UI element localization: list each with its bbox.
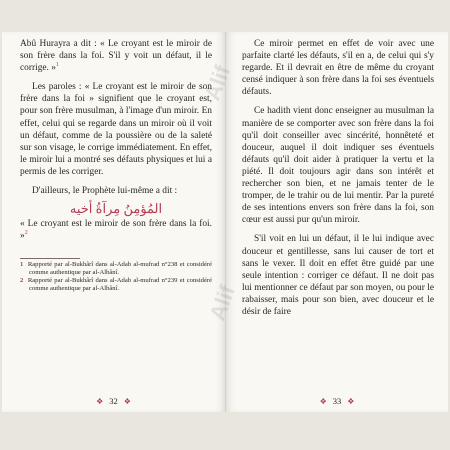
book-spread bbox=[2, 32, 448, 412]
right-paragraph-2: Ce hadith vient donc enseigner au musulman la manière de se comporter avec son frère dans la foi qu'il doit conseiller avec sincérité, honnêteté et douceur, auquel il doit indiquer ses éventuels défauts qu'il doit aider à pratiquer la vertu et la piété. Il doit toujours agir dans son intérêt et rechercher son bien, et ne jamais tenter de le tromper, de le trahir ou de lui mentir. Par la pureté de ses intentions envers son frère dans la foi, son cœur est aussi pur qu'un miroir. bbox=[242, 106, 434, 226]
left-page bbox=[2, 32, 226, 412]
ornament-icon: ❖ bbox=[319, 396, 327, 406]
right-paragraph-3: S'il voit en lui un défaut, il le lui indique avec douceur et gentillesse, sans lui causer de tort et sans le vexer. Il doit en effet être guidé par une seule intention : corriger ce défaut. Il ne doit pas lui mentionner ce défaut par son moyen, ou pour le rabaisser, mais pour son bien, avec douceur et le désir de faire bbox=[242, 234, 434, 317]
left-paragraph-1: Abû Hurayra a dit : « Le croyant est le miroir de son frère dans la foi. S'il y voit un défaut, il le corrige. »$^1$ bbox=[20, 39, 212, 74]
left-paragraph-2: Les paroles : « Le croyant est le miroir de son frère dans la foi » signifient que le croyant est, pour son frère musulman, à l'image d'un miroir. En effet, celui qui se regarde dans un miroir où il voit un défaut, comme de la poussière ou de la saleté sur son visage, le corrige immédiatement. En effet, le miroir lui a montré ses défauts physiques et lui a permis de les corriger. bbox=[20, 82, 212, 177]
ornament-icon: ❖ bbox=[347, 396, 355, 406]
hadith-translation: « Le croyant est le miroir de son frère dans la foi. »$^2$ bbox=[20, 219, 212, 242]
right-paragraph-1: Ce miroir permet en effet de voir avec une parfaite clarté les défauts, s'il en a, de celui qui s'y regarde. Et il devrait en être de même du croyant censé indiquer à son frère dans la foi ses éventuels défauts. bbox=[242, 39, 434, 98]
right-page-footer bbox=[226, 395, 448, 408]
page-number-left: 32 bbox=[109, 395, 118, 406]
arabic-hadith: المُؤمِنُ مِرآةُ أخيه bbox=[69, 201, 163, 217]
footnote-2: 2 Rapporté par al-Bukhârî dans al-Adab al-mufrad n°239 et considéré comme authentique par al-Albânî. bbox=[20, 277, 213, 293]
left-page-footer bbox=[2, 395, 225, 408]
right-page bbox=[226, 32, 448, 412]
footnote-ref-1: 1 bbox=[55, 62, 59, 69]
left-paragraph-3: D'ailleurs, le Prophète lui-même a dit : bbox=[32, 186, 178, 197]
ornament-icon: ❖ bbox=[96, 396, 104, 406]
ornament-icon: ❖ bbox=[123, 396, 131, 406]
footnote-1: 1 Rapporté par al-Bukhârî dans al-Adab al-mufrad n°238 et considéré comme authentique par al-Albânî. bbox=[20, 261, 213, 277]
footnote-rule bbox=[20, 258, 80, 259]
page-number-right: 33 bbox=[332, 395, 342, 406]
footnote-ref-2: 2 bbox=[24, 230, 28, 237]
